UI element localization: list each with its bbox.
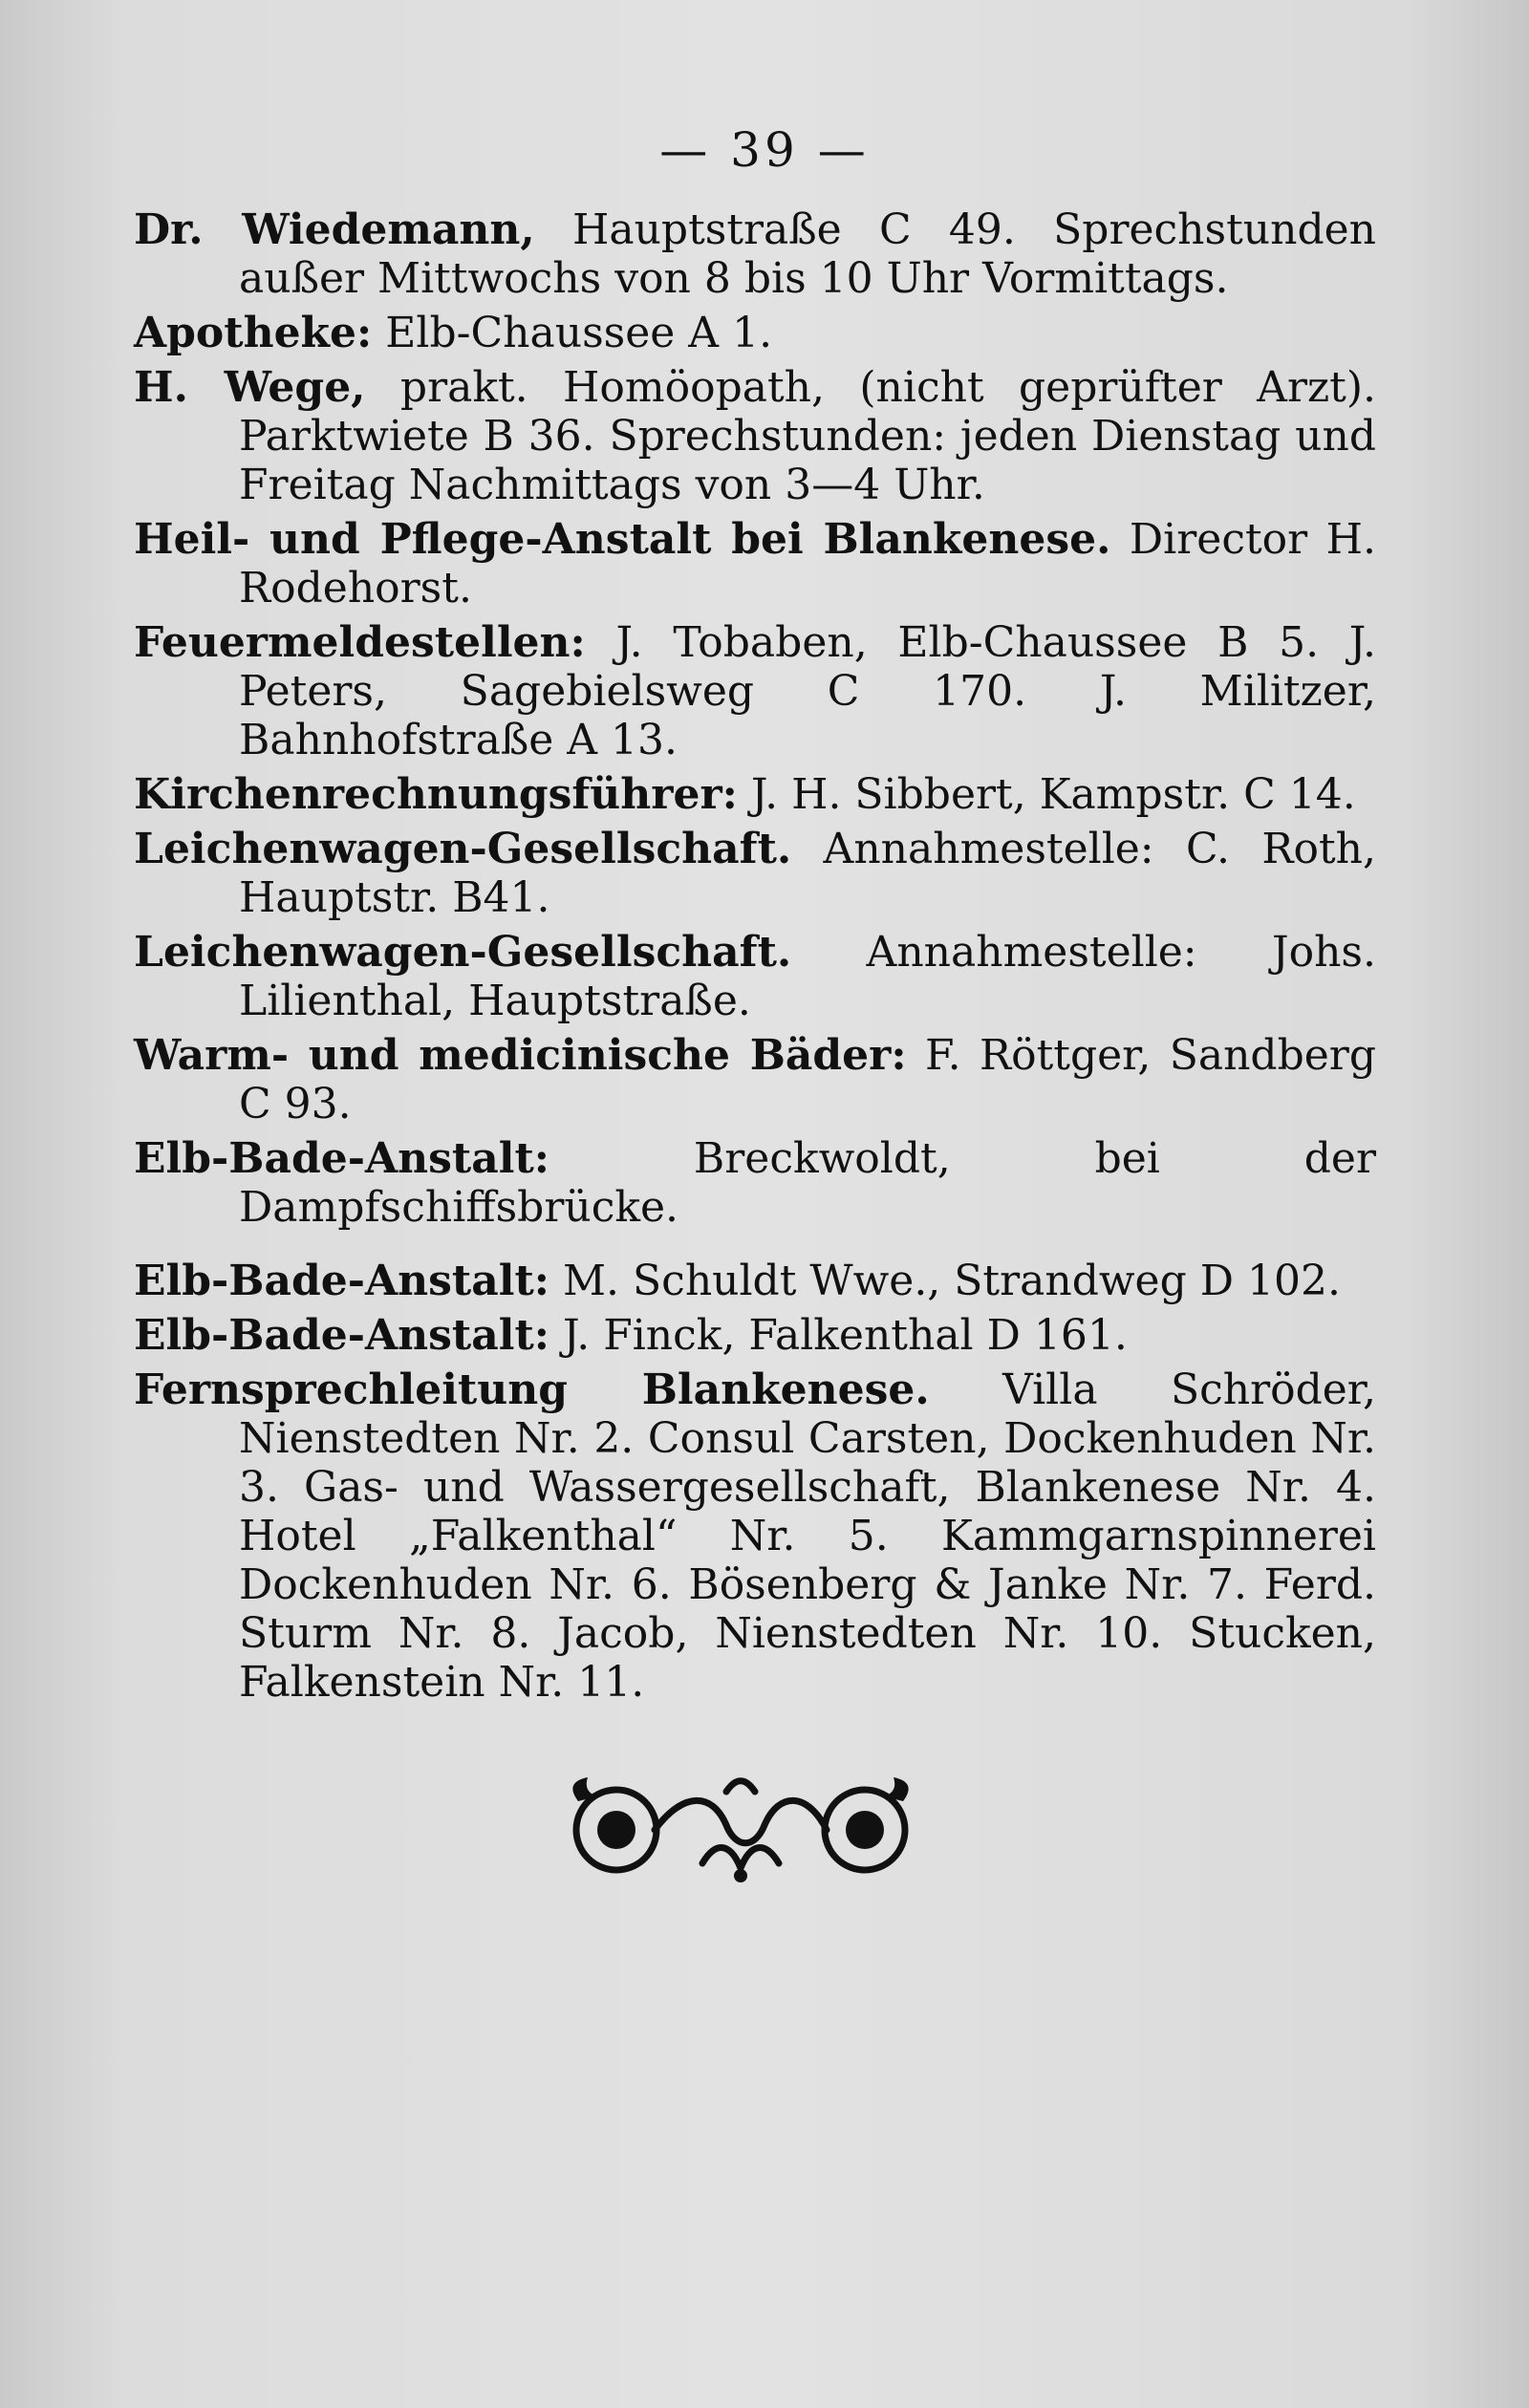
entry-text: Villa Schröder, Nienstedten Nr. 2. Consul Carsten, Dockenhuden Nr. 3. Gas- und Wassergesellschaft, Blankenese Nr. 4. Hotel „Falkenthal“ Nr. 5. Kammgarnspinnerei Dockenhuden Nr. 6. Bösenberg & Janke Nr. 7. Ferd. Sturm Nr. 8. Jacob, Nienstedten Nr. 10. Stucken, Falkenstein Nr. 11. xyxy=(239,1365,1376,1707)
entry-text: Annahmestelle: C. Roth, Hauptstr. B41. xyxy=(239,825,1376,922)
entry-head: Elb-Bade-Anstalt: xyxy=(134,1257,550,1305)
entry-baeder xyxy=(134,1031,1376,1129)
entry-badeanstalt-1 xyxy=(134,1134,1376,1232)
entry-head: Leichenwagen-Gesellschaft. xyxy=(134,928,792,977)
entry-text: Breckwoldt, bei der Dampfschiffsbrücke. xyxy=(239,1134,1376,1232)
entry-text: J. Tobaben, Elb-Chaussee B 5. J. Peters, Sagebielsweg C 170. J. Militzer, Bahnhofstraße A 13. xyxy=(239,618,1376,764)
entry-text: J. Finck, Falkenthal D 161. xyxy=(549,1311,1128,1360)
entry-fernsprechleitung xyxy=(134,1365,1376,1707)
entry-badeanstalt-2 xyxy=(134,1257,1376,1305)
entry-text: Hauptstraße C 49. Sprechstunden außer Mittwochs von 8 bis 10 Uhr Vormittags. xyxy=(239,205,1376,303)
entry-kirchenrechnungsfuehrer xyxy=(134,770,1376,819)
entry-leichenwagen-1 xyxy=(134,825,1376,922)
entry-badeanstalt-3 xyxy=(134,1311,1376,1360)
entry-head: Feuermeldestellen: xyxy=(134,618,586,667)
entry-wege xyxy=(134,363,1376,509)
entry-text: Elb-Chaussee A 1. xyxy=(372,309,773,357)
entry-text: prakt. Homöopath, (nicht geprüfter Arzt). Parktwiete B 36. Sprechstunden: jeden Dienstag und Freitag Nachmittags von 3—4 Uhr. xyxy=(239,363,1377,509)
entry-text: F. Röttger, Sandberg C 93. xyxy=(239,1031,1376,1129)
entry-head: Warm- und medicinische Bäder: xyxy=(134,1031,907,1080)
entry-text: Annahmestelle: Johs. Lilienthal, Hauptstraße. xyxy=(239,928,1376,1025)
directory-list xyxy=(134,205,1376,1712)
entry-head: Dr. Wiedemann, xyxy=(134,205,535,254)
entry-head: Apotheke: xyxy=(134,309,373,357)
entry-text: Director H. Rodehorst. xyxy=(239,515,1376,613)
scroll-ornament-icon xyxy=(559,1773,922,1887)
entry-head: Leichenwagen-Gesellschaft. xyxy=(134,825,792,873)
entry-head: Heil- und Pflege-Anstalt bei Blankenese. xyxy=(134,515,1111,564)
entry-text: J. H. Sibbert, Kampstr. C 14. xyxy=(737,770,1356,819)
entry-head: Elb-Bade-Anstalt: xyxy=(134,1134,550,1183)
page-number: — 39 — xyxy=(659,122,870,178)
entry-head: H. Wege, xyxy=(134,363,366,412)
entry-wiedemann xyxy=(134,205,1376,303)
entry-apotheke xyxy=(134,309,1376,357)
entry-leichenwagen-2 xyxy=(134,928,1376,1025)
entry-text: M. Schuldt Wwe., Strandweg D 102. xyxy=(549,1257,1341,1305)
entry-head: Kirchenrechnungsführer: xyxy=(134,770,738,819)
entry-head: Fernsprechleitung Blankenese. xyxy=(134,1365,930,1414)
entry-feuermeldestellen xyxy=(134,618,1376,764)
entry-heilanstalt xyxy=(134,515,1376,613)
entry-head: Elb-Bade-Anstalt: xyxy=(134,1311,550,1360)
